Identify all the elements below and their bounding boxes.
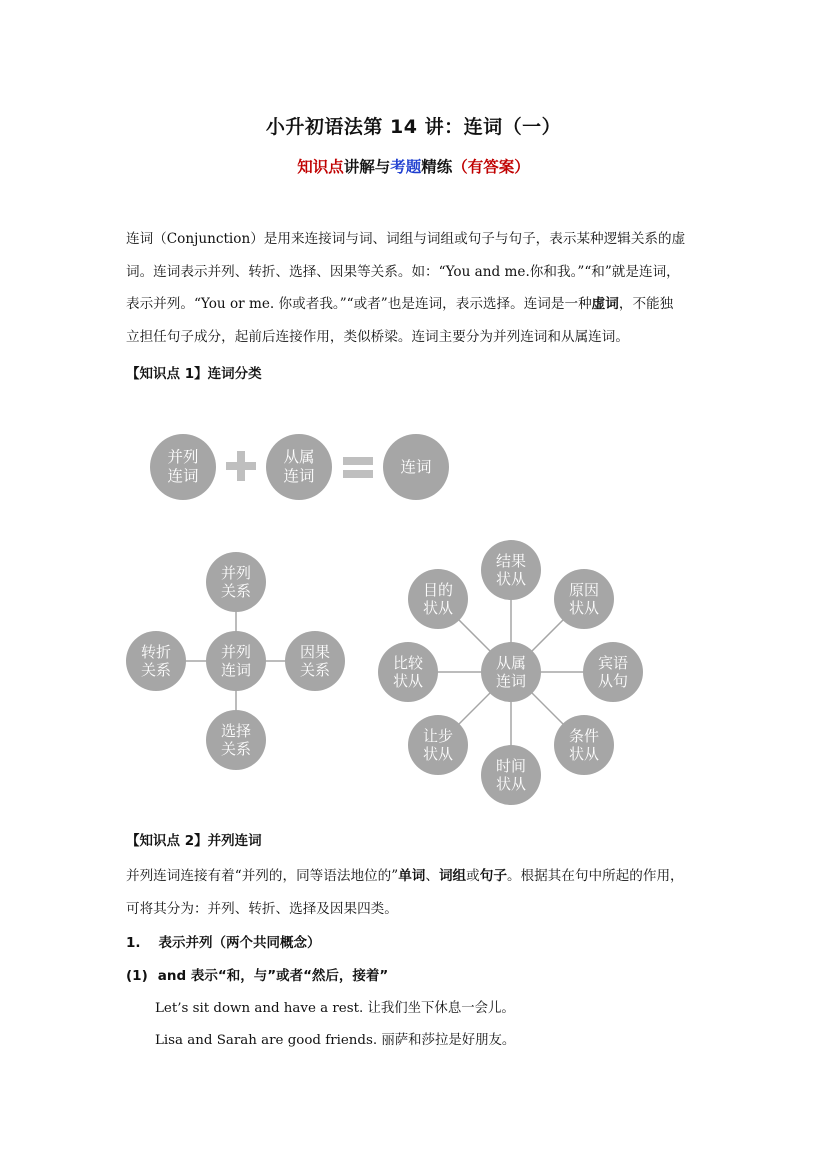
coord-top-line1: 并列: [220, 564, 251, 582]
sub-se-line2: 状从: [568, 745, 599, 763]
sub-sw-line2: 状从: [422, 745, 453, 763]
eq-coord-line1: 并列: [167, 448, 199, 467]
coord-left-line1: 转折: [140, 643, 171, 661]
kp1-heading: 【知识点 1】连词分类: [126, 366, 262, 382]
sub-e-line1: 宾语: [597, 654, 628, 672]
kp2-heading: 【知识点 2】并列连词: [126, 833, 262, 849]
sub-center-line2: 连词: [495, 672, 526, 690]
intro-line-3-end: ，不能独: [618, 296, 674, 312]
sub-ne-circle: [554, 569, 614, 629]
sub-e-line2: 从句: [597, 672, 628, 690]
item-1-1-number: (1): [126, 968, 148, 984]
sub-sw-circle: [408, 715, 468, 775]
intro-bold-term: 虚词: [591, 296, 619, 312]
kp2-text-c: 。根据其在句中所起的作用，: [506, 868, 684, 884]
item-1-1: [126, 964, 388, 984]
sub-ne-line1: 原因: [568, 581, 599, 599]
sub-n-line1: 结果: [495, 552, 526, 570]
coord-center-circle: [206, 631, 266, 691]
coord-top-circle: [206, 552, 266, 612]
intro-line-3-text: 表示并列。“You or me. 你或者我。”“或者”也是连词，表示选择。连词是一种: [126, 296, 592, 312]
example-2: Lisa and Sarah are good friends. 丽萨和莎拉是好朋友。: [155, 1033, 516, 1048]
subtitle-explain: 讲解与: [343, 158, 391, 176]
sub-se-circle: [554, 715, 614, 775]
coord-bottom-line2: 关系: [220, 740, 251, 758]
intro-line-4: 立担任句子成分，起前后连接作用，类似桥梁。连词主要分为并列连词和从属连词。: [126, 328, 629, 345]
sub-w-line1: 比较: [392, 654, 423, 672]
item-1: [126, 931, 321, 951]
sub-center-line1: 从属: [495, 654, 526, 672]
kp2-sep: 、: [425, 868, 439, 884]
kp2-paragraph: [126, 862, 711, 923]
subtitle-practice: 精练: [421, 158, 453, 176]
subtitle-exam: 考题: [390, 158, 422, 176]
sub-s-line2: 状从: [495, 775, 526, 793]
eq-sub-line2: 连词: [283, 467, 315, 485]
sub-n-circle: [481, 540, 541, 600]
kp2-bold-phrase: 词组: [438, 868, 467, 884]
subtitle-answers: （有答案）: [452, 158, 530, 176]
sub-nw-circle: [408, 569, 468, 629]
eq-coord-line2: 连词: [167, 467, 199, 485]
sub-s-circle: [481, 745, 541, 805]
coord-center-line1: 并列: [220, 643, 251, 661]
kp2-text-a: 并列连词连接有着“并列的，同等语法地位的”: [126, 868, 399, 884]
eq-sub-line1: 从属: [283, 448, 315, 467]
sub-sw-line1: 让步: [422, 727, 453, 745]
eq-result-text: 连词: [400, 457, 432, 476]
sub-n-line2: 状从: [495, 570, 526, 588]
kp2-or: 或: [466, 868, 480, 884]
sub-w-line2: 状从: [392, 672, 423, 690]
coord-right-line1: 因果: [299, 643, 330, 661]
example-1: Let’s sit down and have a rest. 让我们坐下休息一会儿。: [155, 1001, 515, 1016]
coord-right-circle: [285, 631, 345, 691]
coord-left-line2: 关系: [140, 661, 171, 679]
kp2-bold-word: 单词: [398, 868, 426, 884]
sub-se-line1: 条件: [568, 727, 599, 745]
coord-top-line2: 关系: [220, 582, 251, 600]
sub-center-circle: [481, 642, 541, 702]
item-1-text: 表示并列（两个共同概念）: [158, 935, 321, 951]
item-1-number: 1.: [126, 935, 141, 951]
page-title: 小升初语法第 14 讲：连词（一）: [265, 116, 562, 138]
kp2-line-2: 可将其分为：并列、转折、选择及因果四类。: [126, 901, 398, 917]
coord-left-circle: [126, 631, 186, 691]
sub-nw-line2: 状从: [422, 599, 453, 617]
intro-line-2: 词。连词表示并列、转折、选择、因果等关系。如：“You and me.你和我。”“和”就是连词，: [126, 263, 680, 280]
sub-s-line1: 时间: [495, 757, 526, 775]
sub-e-circle: [583, 642, 643, 702]
coord-bottom-circle: [206, 710, 266, 770]
coord-right-line2: 关系: [299, 661, 330, 679]
sub-nw-line1: 目的: [422, 581, 453, 599]
kp2-bold-sentence: 句子: [479, 868, 507, 884]
kp2-line-1: [126, 862, 711, 890]
intro-line-1: 连词（Conjunction）是用来连接词与词、词组与词组或句子与句子，表示某种逻辑关系的虚: [126, 231, 686, 247]
sub-w-circle: [378, 642, 438, 702]
coord-bottom-line1: 选择: [220, 722, 251, 740]
sub-ne-line2: 状从: [568, 599, 599, 617]
item-1-1-text: and 表示“和，与”或者“然后，接着”: [157, 968, 389, 984]
coord-center-line2: 连词: [220, 661, 251, 679]
subtitle-knowledge: 知识点: [297, 158, 344, 176]
